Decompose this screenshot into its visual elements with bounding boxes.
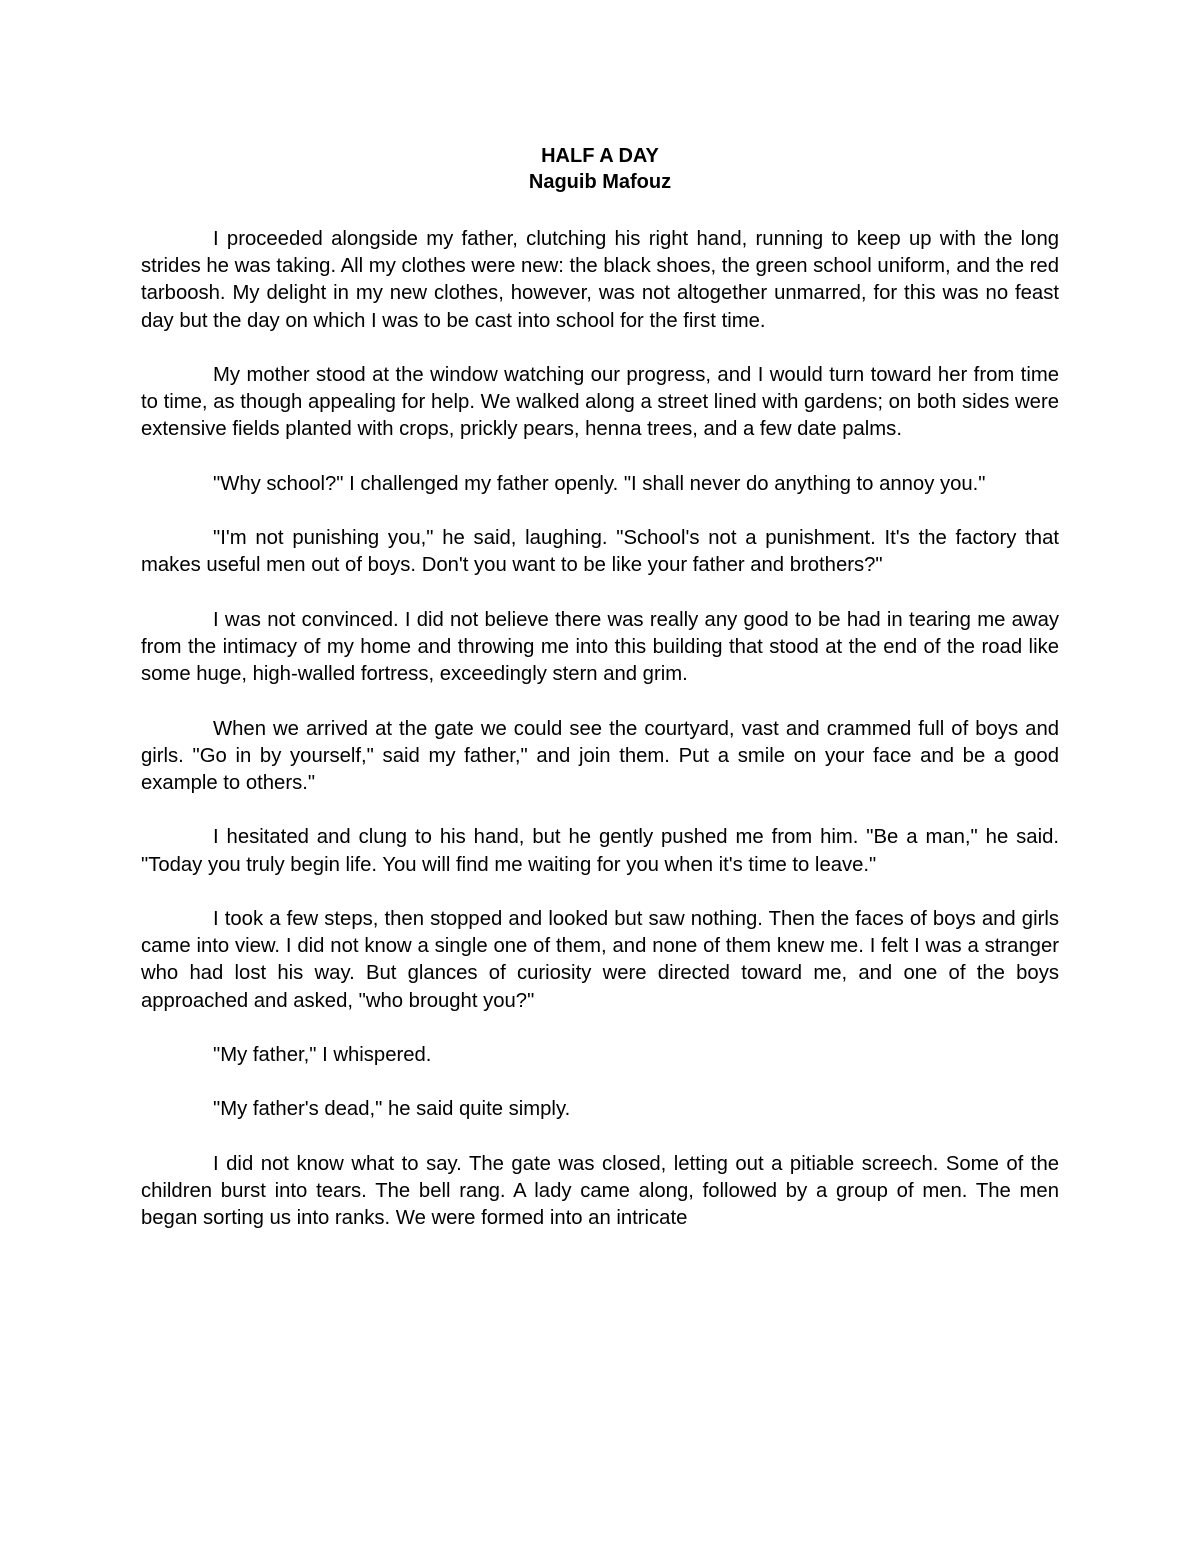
paragraph: "Why school?" I challenged my father openly. "I shall never do anything to annoy you.": [213, 472, 986, 495]
paragraph: I proceeded alongside my father, clutching his right hand, running to keep up with the long strides he was taking. All my clothes were new: the black shoes, the green school uniform, and the red tarboosh. My delight in my new clothes, however, was not altogether unmarred, for this was no feast day but the day on which I was to be cast into school for the first time.: [141, 228, 1059, 332]
paragraph: "I'm not punishing you," he said, laughing. "School's not a punishment. It's the factory that makes useful men out of boys. Don't you want to be like your father and brothers?": [141, 527, 1059, 577]
paragraph: I was not convinced. I did not believe there was really any good to be had in tearing me away from the intimacy of my home and throwing me into this building that stood at the end of the road like some huge, high-walled fortress, exceedingly stern and grim.: [141, 608, 1059, 686]
paragraph: When we arrived at the gate we could see the courtyard, vast and crammed full of boys and girls. "Go in by yourself," said my father," and join them. Put a smile on your face and be a good example to others.": [141, 717, 1059, 794]
document-body: [141, 226, 1059, 1260]
document-title: HALF A DAY: [541, 145, 659, 167]
paragraph: My mother stood at the window watching our progress, and I would turn toward her from time to time, as though appealing for help. We walked along a street lined with gardens; on both sides were extensive fields planted with crops, prickly pears, henna trees, and a few date palms.: [141, 364, 1059, 441]
paragraph: I hesitated and clung to his hand, but he gently pushed me from him. "Be a man," he said. "Today you truly begin life. You will find me waiting for you when it's time to leave.": [141, 826, 1059, 876]
document-header: [140, 143, 1060, 195]
paragraph: "My father's dead," he said quite simply.: [213, 1098, 571, 1121]
paragraph: "My father," I whispered.: [213, 1043, 432, 1066]
paragraph: I took a few steps, then stopped and looked but saw nothing. Then the faces of boys and girls came into view. I did not know a single one of them, and none of them knew me. I felt I was a stranger who had lost his way. But glances of curiosity were directed toward me, and one of the boys approached and asked, "who brought you?": [141, 907, 1059, 1012]
paragraph: I did not know what to say. The gate was closed, letting out a pitiable screech. Some of the children burst into tears. The bell rang. A lady came along, followed by a group of men. The men began sorting us into ranks. We were formed into an intricate: [141, 1152, 1059, 1230]
document-author: Naguib Mafouz: [528, 171, 672, 193]
